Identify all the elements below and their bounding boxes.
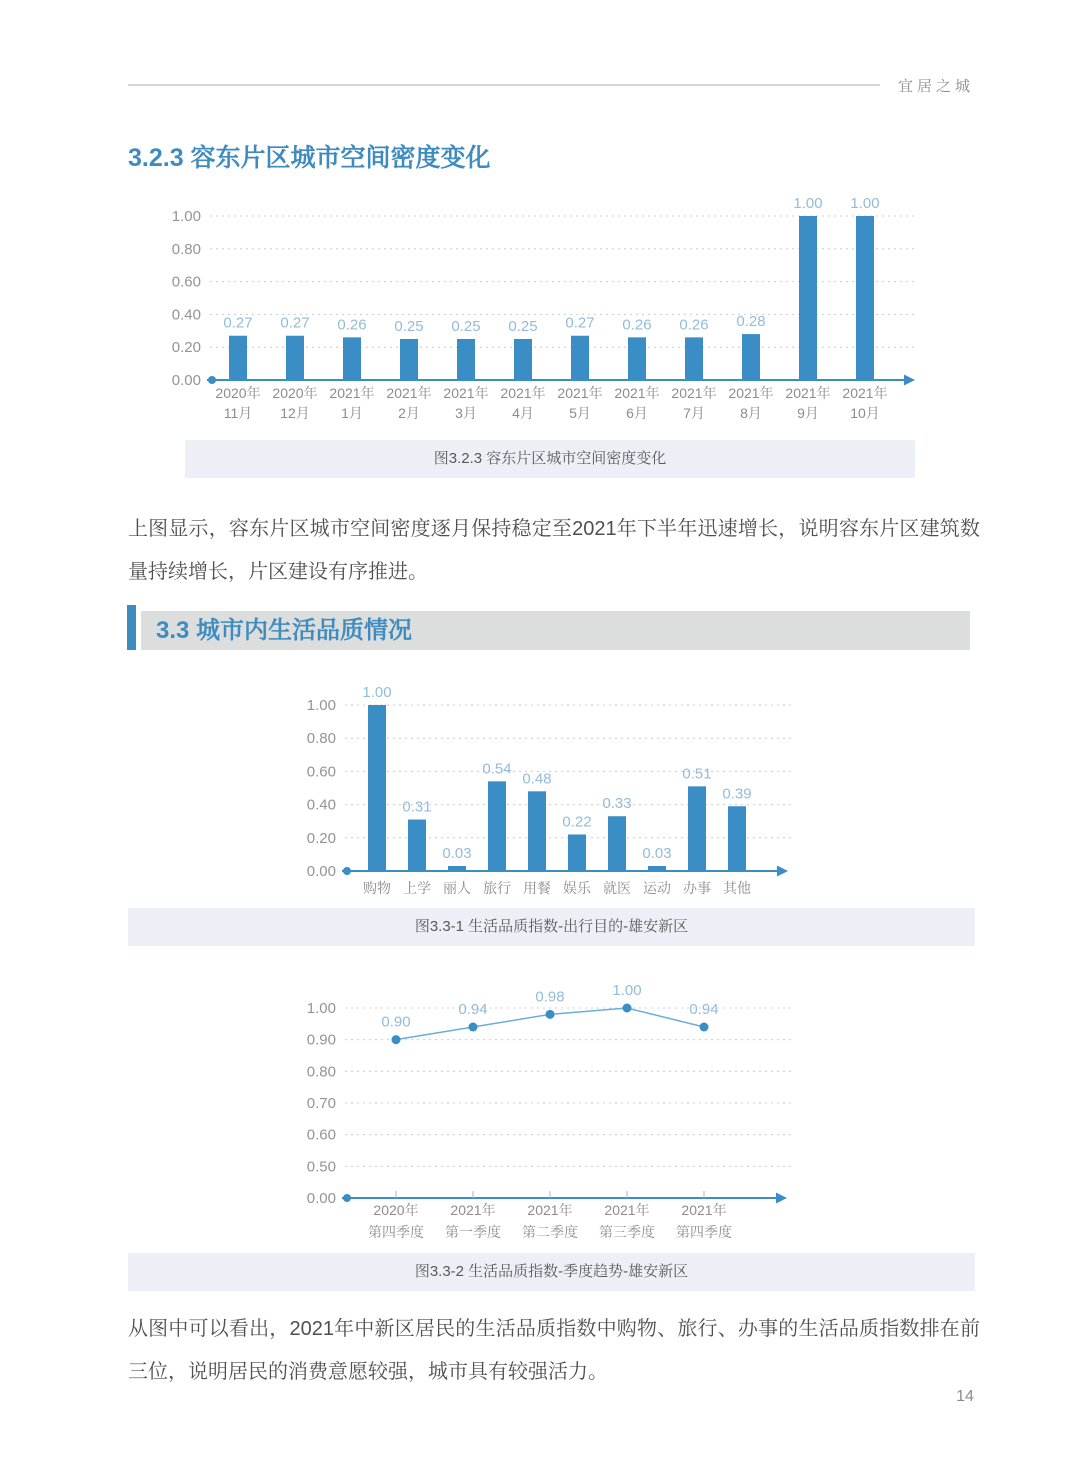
x-tick-label: 2021年 bbox=[842, 385, 888, 401]
y-tick-label: 0.20 bbox=[306, 829, 336, 847]
bar-value-label: 0.26 bbox=[337, 316, 367, 334]
y-tick-label: 0.60 bbox=[306, 763, 336, 781]
bar bbox=[608, 816, 626, 871]
bar bbox=[343, 337, 361, 380]
data-point bbox=[469, 1023, 478, 1032]
bar bbox=[408, 820, 426, 871]
x-tick-label: 2020年 bbox=[272, 385, 318, 401]
x-tick-label: 2021年 bbox=[681, 1202, 727, 1218]
x-tick-label: 2020年 bbox=[215, 385, 261, 401]
x-tick-label: 办事 bbox=[683, 880, 711, 896]
bar bbox=[628, 337, 646, 380]
bar-value-label: 0.39 bbox=[722, 785, 752, 803]
x-tick-label: 就医 bbox=[603, 880, 631, 896]
x-tick-label: 2021年 bbox=[527, 1202, 573, 1218]
x-tick-label: 2021年 bbox=[557, 385, 603, 401]
bar bbox=[742, 334, 760, 380]
bar bbox=[229, 336, 247, 380]
x-tick-label: 11月 bbox=[223, 405, 253, 421]
bar-value-label: 0.26 bbox=[679, 316, 709, 334]
axis-origin-dot bbox=[208, 376, 216, 384]
x-tick-label: 12月 bbox=[280, 405, 310, 421]
x-tick-label: 2021年 bbox=[785, 385, 831, 401]
bar-value-label: 0.25 bbox=[451, 318, 481, 335]
x-tick-label: 10月 bbox=[850, 405, 880, 421]
chart-canvas bbox=[295, 680, 800, 915]
data-point bbox=[546, 1010, 555, 1019]
point-value-label: 1.00 bbox=[612, 985, 642, 999]
x-tick-label: 9月 bbox=[797, 405, 819, 421]
x-tick-label: 丽人 bbox=[443, 880, 471, 896]
trip-purpose-bar-chart bbox=[295, 680, 800, 915]
x-tick-label: 2021年 bbox=[450, 1202, 496, 1218]
x-axis-arrow bbox=[776, 1193, 787, 1204]
bar bbox=[400, 339, 418, 380]
page-number: 14 bbox=[956, 1388, 974, 1405]
x-tick-label: 购物 bbox=[363, 880, 391, 896]
quarterly-trend-chart-caption: 图3.3-2 生活品质指数-季度趋势-雄安新区 bbox=[128, 1253, 975, 1291]
x-tick-label: 第一季度 bbox=[445, 1224, 501, 1240]
y-tick-label: 1.00 bbox=[306, 1000, 336, 1017]
bar-value-label: 0.26 bbox=[622, 316, 652, 334]
y-tick-label: 1.00 bbox=[306, 697, 336, 714]
page-header-title: 宜居之城 bbox=[898, 78, 975, 95]
y-tick-label: 0.40 bbox=[171, 306, 201, 324]
bar-value-label: 0.28 bbox=[736, 313, 766, 331]
bar-value-label: 0.25 bbox=[394, 318, 424, 335]
x-axis-arrow bbox=[904, 375, 915, 386]
y-tick-label: 0.80 bbox=[171, 240, 201, 258]
bar bbox=[648, 866, 666, 871]
y-tick-label: 0.00 bbox=[306, 863, 336, 880]
y-tick-label: 0.50 bbox=[306, 1158, 336, 1176]
bar bbox=[448, 866, 466, 871]
x-tick-label: 第四季度 bbox=[676, 1224, 732, 1240]
bar-value-label: 0.51 bbox=[682, 765, 712, 783]
bar-value-label: 0.33 bbox=[602, 795, 632, 813]
data-point bbox=[392, 1035, 401, 1044]
bar bbox=[528, 791, 546, 871]
bar bbox=[571, 336, 589, 380]
point-value-label: 0.94 bbox=[689, 1001, 719, 1018]
y-tick-label: 0.40 bbox=[306, 796, 336, 814]
x-tick-label: 5月 bbox=[569, 405, 591, 421]
point-value-label: 0.98 bbox=[535, 988, 565, 1006]
point-value-label: 0.94 bbox=[458, 1001, 488, 1018]
x-tick-label: 2021年 bbox=[443, 385, 489, 401]
bar bbox=[488, 781, 506, 871]
x-tick-label: 2021年 bbox=[604, 1202, 650, 1218]
axis-origin-dot bbox=[343, 1194, 351, 1202]
bar bbox=[856, 216, 874, 380]
x-tick-label: 2021年 bbox=[614, 385, 660, 401]
bar-value-label: 0.03 bbox=[642, 845, 672, 863]
x-tick-label: 6月 bbox=[626, 405, 648, 421]
density-chart-caption: 图3.2.3 容东片区城市空间密度变化 bbox=[185, 440, 915, 478]
section-323-title: 3.2.3 容东片区城市空间密度变化 bbox=[128, 144, 491, 172]
y-tick-label: 0.60 bbox=[171, 273, 201, 291]
section-33-accent-bar bbox=[127, 605, 136, 650]
x-tick-label: 2021年 bbox=[671, 385, 717, 401]
x-tick-label: 2021年 bbox=[728, 385, 774, 401]
x-tick-label: 7月 bbox=[683, 405, 705, 421]
bar-value-label: 0.27 bbox=[280, 314, 310, 332]
data-point bbox=[700, 1023, 709, 1032]
bar bbox=[514, 339, 532, 380]
bar-value-label: 1.00 bbox=[850, 195, 880, 212]
bar-value-label: 1.00 bbox=[362, 684, 392, 701]
y-tick-label: 0.00 bbox=[306, 1190, 336, 1207]
bar-value-label: 0.03 bbox=[442, 845, 472, 863]
x-tick-label: 2020年 bbox=[373, 1202, 419, 1218]
bar bbox=[368, 705, 386, 871]
bar-value-label: 0.27 bbox=[565, 314, 595, 332]
bar bbox=[688, 786, 706, 871]
section-323-paragraph: 上图显示，容东片区城市空间密度逐月保持稳定至2021年下半年迅速增长，说明容东片区建筑数量持续增长，片区建设有序推进。 bbox=[128, 518, 980, 583]
x-tick-label: 旅行 bbox=[483, 880, 511, 896]
bar bbox=[728, 806, 746, 871]
x-tick-label: 2021年 bbox=[500, 385, 546, 401]
trip-purpose-chart-caption: 图3.3-1 生活品质指数-出行目的-雄安新区 bbox=[128, 908, 975, 946]
x-tick-label: 上学 bbox=[403, 880, 431, 896]
y-tick-label: 0.70 bbox=[306, 1095, 336, 1112]
bar bbox=[568, 834, 586, 871]
section-33-title: 3.3 城市内生活品质情况 bbox=[156, 617, 413, 644]
bar-value-label: 0.54 bbox=[482, 760, 512, 778]
x-tick-label: 1月 bbox=[341, 405, 363, 421]
chart-canvas bbox=[300, 985, 800, 1250]
y-tick-label: 0.90 bbox=[306, 1031, 336, 1049]
bar bbox=[286, 336, 304, 380]
x-tick-label: 2021年 bbox=[386, 385, 432, 401]
x-tick-label: 娱乐 bbox=[563, 880, 591, 896]
quarterly-trend-line-chart bbox=[300, 985, 800, 1250]
x-tick-label: 运动 bbox=[643, 880, 671, 896]
bar bbox=[685, 337, 703, 380]
data-point bbox=[623, 1004, 632, 1013]
x-tick-label: 8月 bbox=[740, 405, 762, 421]
x-tick-label: 用餐 bbox=[523, 880, 551, 896]
bar-value-label: 0.48 bbox=[522, 770, 552, 788]
x-tick-label: 其他 bbox=[723, 880, 751, 896]
x-tick-label: 2月 bbox=[398, 405, 420, 421]
x-tick-label: 第三季度 bbox=[599, 1224, 655, 1240]
bar-value-label: 0.25 bbox=[508, 318, 538, 335]
x-tick-label: 2021年 bbox=[329, 385, 375, 401]
x-tick-label: 第二季度 bbox=[522, 1224, 578, 1240]
bar-value-label: 1.00 bbox=[793, 195, 823, 212]
x-axis-arrow bbox=[777, 866, 788, 877]
y-tick-label: 0.20 bbox=[171, 339, 201, 357]
bar bbox=[799, 216, 817, 380]
axis-origin-dot bbox=[343, 867, 351, 875]
bar-value-label: 0.31 bbox=[402, 798, 432, 816]
y-tick-label: 1.00 bbox=[171, 208, 201, 225]
y-tick-label: 0.80 bbox=[306, 1063, 336, 1081]
header-rule bbox=[128, 84, 880, 86]
x-tick-label: 4月 bbox=[512, 405, 534, 421]
y-tick-label: 0.80 bbox=[306, 730, 336, 748]
chart-canvas bbox=[165, 190, 925, 438]
bar-value-label: 0.27 bbox=[223, 314, 253, 332]
y-tick-label: 0.00 bbox=[171, 372, 201, 389]
x-tick-label: 第四季度 bbox=[368, 1224, 424, 1240]
y-tick-label: 0.60 bbox=[306, 1126, 336, 1144]
point-value-label: 0.90 bbox=[381, 1013, 411, 1031]
density-bar-chart bbox=[165, 190, 925, 438]
section-33-paragraph: 从图中可以看出，2021年中新区居民的生活品质指数中购物、旅行、办事的生活品质指数排在前三位，说明居民的消费意愿较强，城市具有较强活力。 bbox=[128, 1318, 980, 1383]
x-tick-label: 3月 bbox=[455, 405, 477, 421]
bar-value-label: 0.22 bbox=[562, 813, 592, 831]
bar bbox=[457, 339, 475, 380]
